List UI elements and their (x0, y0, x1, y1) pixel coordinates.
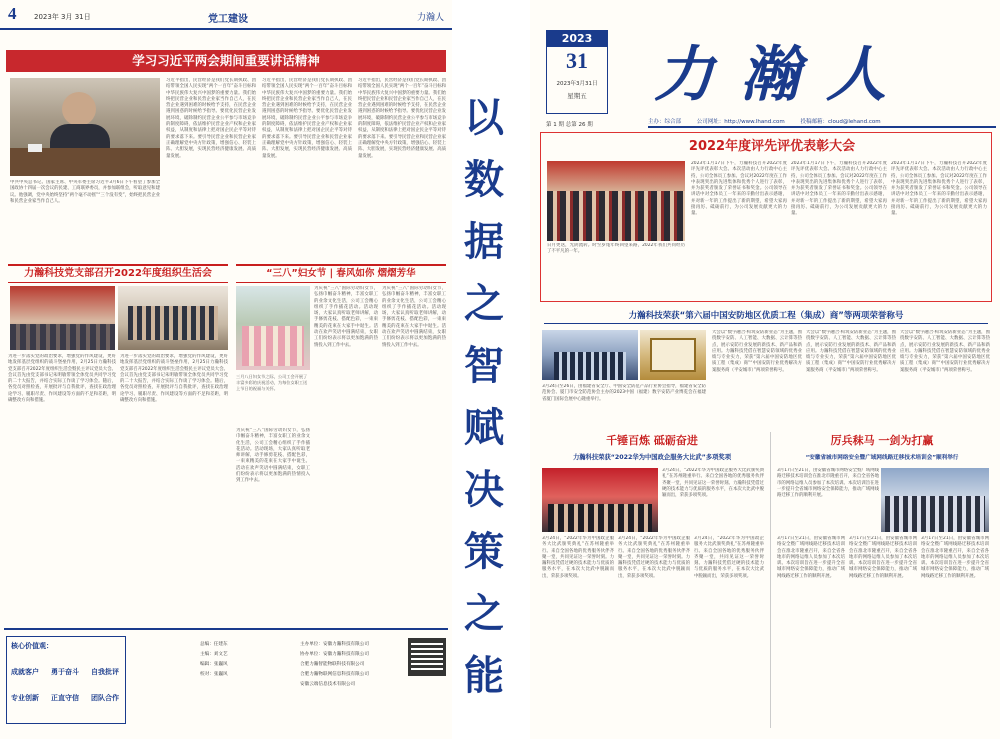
huawei-body-col-1: 3月24日，“2022年华为中国政企服务大比武颁奖典礼”在苏州隆重举行。来自全国各地的优秀服务伙伴齐聚一堂，共同见证这一荣誉时刻。力瀚科技凭借过硬的技术能力与优质的服务水平，在本次大比武中脱颖而出，荣获多项奖项。 (542, 536, 614, 579)
full-date: 2023年3月31日 (556, 81, 598, 87)
security-body-col-3: 大会以“数字融合·构筑安防新业态”为主题，围绕数字安防、人工智能、大数据、云计算等热点，展示安防行业发展的新技术、新产品和新应用。力瀚科技凭借在智慧安防领域的优秀业绩与专业实力，荣获“第六届中国安防地区优质工程（集成）商”“中国安防行业优秀解决方案服务商（平安城市）”两项荣誉称号。 (900, 330, 990, 373)
sponsor-host: 主办单位：安徽力瀚科技有限公司 (300, 642, 369, 647)
award-photo (547, 161, 685, 241)
core-value-6: 团队合作 (91, 694, 119, 702)
sponsor-co-4: 安徽云端信息技术有限公司 (300, 682, 356, 687)
meeting-table (128, 306, 218, 340)
sponsor-co-3: 合肥力瀚物联网信息科技有限公司 (300, 672, 369, 677)
date-block (546, 30, 608, 114)
training-room (885, 496, 985, 532)
desk (10, 148, 160, 176)
party-members (10, 324, 115, 350)
security-body-col-2: 大会以“数字融合·构筑安防新业态”为主题，围绕数字安防、人工智能、大数据、云计算等热点，展示安防行业发展的新技术、新产品和新应用。力瀚科技凭借在智慧安防领域的优秀业绩与专业实力，荣获“第六届中国安防地区优质工程（集成）商”“中国安防行业优秀解决方案服务商（平安城市）”两项荣誉称号。 (806, 330, 896, 373)
award-ceremony (554, 352, 626, 380)
party-title: 力瀚科技党支部召开2022年度组织生活会 (8, 264, 228, 283)
training-title: “安徽省城市网络安全暨广域网线路迁移技术培训会”顺利举行 (805, 455, 959, 461)
training-kicker: 厉兵秣马 一剑为打赢 (830, 434, 934, 447)
lead-body-col-1: 习近平指出，民营经济是我们党长期执政、团结带领全国人民实现“两个一百年”奋斗目标和中华民族伟大复兴中国梦的重要力量。我们始终把民营企业和民营企业家当作自己人，在民营企业遇到困难的时候给予支持，在民营企业遇到困惑的时候给予指导。要优化民营企业发展环境，破除制约民营企业公平参与市场竞争的制度障碍，依法维护民营企业产权和企业家权益，从制度和法律上把对国企民企平等对待的要求落下来。要引导民营企业和民营企业家正确理解党中央方针政策，增强信心、轻装上阵、大胆发展，实现民营经济健康发展、高质量发展。 (166, 78, 256, 159)
huawei-kicker: 千锤百炼 砥砺奋进 (606, 434, 698, 447)
training-body-col-3: 3月17日至21日，由安徽省城市网络安全暨广域网线路迁移技术培训会在淮北市隆重召开，来自全省各地市的网络运维人员参加了本次培训。本次培训旨在进一步提升全省城市网络安全保障能力，推动广域网线路迁移工作的顺利开展。 (921, 536, 989, 579)
security-title: 力瀚科技荣获“第六届中国安防地区优质工程（集成）商”等两项荣誉称号 (544, 308, 988, 324)
huawei-photo (542, 468, 658, 532)
training-body-col-1: 3月17日至21日，由安徽省城市网络安全暨广域网线路迁移技术培训会在淮北市隆重召开，来自全省各地市的网络运维人员参加了本次培训。本次培训旨在进一步提升全省城市网络安全保障能力，推动广域网线路迁移工作的顺利开展。 (777, 536, 845, 579)
huawei-title: 力瀚科技荣获“2022华为中国政企服务大比武”多项奖项 (572, 454, 732, 461)
qr-code-icon (408, 638, 446, 676)
info-bar (648, 116, 996, 128)
slogan-char-1: 数 (464, 156, 504, 203)
training-article (770, 432, 992, 728)
left-date: 2023年 3月 31日 (34, 13, 91, 21)
security-photo-caption: 3月24日至26日，由福建省安全厅、中国安全防范产品行业协会指导，福建省安全防范协会、厦门市安全防范协会主办的2023中国（福建）数字安防产业博览会在福建省厦门国际会展中心隆重举行。 (542, 384, 706, 402)
email-line: 投稿邮箱：cloud@lehand.com (800, 119, 881, 125)
left-page (0, 0, 452, 739)
award-body-col-1: 2023年1月17日下午，力瀚科技召开2022年度评先评优表彰大会。本次活动由人力行政中心主持，公司全体员工参加。会议对2022年度在工作中表现突出的先进集体和优秀个人进行了表彰，并为获奖者颁发了荣誉证书和奖金。公司领导在讲话中对全体员工一年来的辛勤付出表示感谢，并对新一年的工作提出了新的期望，希望大家再接再厉、砥砺前行，为公司发展贡献更大的力量。 (691, 161, 787, 217)
slogan-char-9: 能 (464, 652, 504, 699)
slogan-char-4: 智 (464, 342, 504, 389)
certificate (650, 338, 696, 372)
slogan-spine (452, 0, 530, 739)
sponsor-co-1: 协办单位：安徽力瀚科技有限公司 (300, 652, 369, 657)
security-photo-left (542, 330, 638, 380)
credit-supervisor: 总编：任建东 (200, 642, 228, 647)
slogan-char-7: 策 (464, 528, 504, 575)
award-group (547, 191, 685, 241)
left-footer (4, 628, 448, 728)
speaker-figure (62, 92, 96, 126)
credits (200, 640, 290, 680)
slogan-char-0: 以 (464, 94, 504, 141)
lead-body-col-3: 习近平指出，民营经济是我们党长期执政、团结带领全国人民实现“两个一百年”奋斗目标和中华民族伟大复兴中国梦的重要力量。我们始终把民营企业和民营企业家当作自己人，在民营企业遇到困难的时候给予支持，在民营企业遇到困惑的时候给予指导。要优化民营企业发展环境，破除制约民营企业公平参与市场竞争的制度障碍，依法维护民营企业产权和企业家权益，从制度和法律上把对国企民企平等对待的要求落下来。要引导民营企业和民营企业家正确理解党中央方针政策，增强信心、轻装上阵、大胆发展，实现民营经济健康发展、高质量发展。 (358, 78, 446, 159)
issue-number: 第 1 期 总第 26 期 (546, 122, 593, 128)
page-number: 4 (8, 4, 17, 23)
party-photo-2 (118, 286, 228, 350)
core-value-1: 成就客户 (11, 668, 39, 676)
section-name: 党工建设 (208, 14, 248, 25)
lead-photo-caption: 中共中央总书记、国家主席、中央军委主席习近平3月6日下午看望了参加全国政协十四届一次会议的民建、工商联界委员，并参加联组会，听取意见和建议。他强调，党中央始终坚持“两个毫不动摇”“三个没有变”，始终把民营企业和民营企业家当作自己人。 (10, 180, 160, 204)
day-number: 31 (566, 48, 588, 73)
slogan-char-5: 赋 (464, 404, 504, 451)
slogan-char-2: 据 (464, 218, 504, 265)
credit-proofreader-2: 校对：张巍风 (200, 672, 228, 677)
award-article (540, 132, 992, 302)
huawei-article (540, 432, 764, 728)
right-page (530, 0, 1000, 739)
party-photo (10, 286, 115, 350)
sponsor-co-2: 合肥力瀚智能物联科技有限公司 (300, 662, 365, 667)
slogan-char-6: 决 (464, 466, 504, 513)
sponsors (300, 640, 404, 690)
party-body-col-2: 为进一步落实党的政治要求，增强党的作风建设，更好地发挥基层党组织的战斗堡垒作用，2月25日力瀚科技党支部召开2022年度组织生活会暨民主评议党员大会。会议首先由党支部书记朱明敏带领全体党员共同学习党的二十大报告，并结合实际工作谈了学习体会。随后，各党员对照检查，开展批评与自我批评，查找在政治理论学习、履职尽责、作风建设等方面的不足和差距，明确整改方向和措施。 (120, 354, 228, 404)
party-body-col-1: 为进一步落实党的政治要求，增强党的作风建设，更好地发挥基层党组织的战斗堡垒作用，2月25日力瀚科技党支部召开2022年度组织生活会暨民主评议党员大会。会议首先由党支部书记朱明敏带领全体党员共同学习党的二十大报告，并结合实际工作谈了学习体会。随后，各党员对照检查，开展批评与自我批评，查找在政治理论学习、履职尽责、作风建设等方面的不足和差距，明确整改方向和措施。 (8, 354, 116, 404)
sponsor-line: 主办：综合部 (648, 119, 682, 125)
security-photo-right (640, 330, 706, 380)
masthead: 力瀚人 (654, 40, 912, 110)
credit-proofreader: 编辑：张巍风 (200, 662, 228, 667)
lead-title: 学习习近平两会期间重要讲话精神 (132, 53, 320, 68)
award-title: 2022年度评先评优表彰大会 (688, 139, 856, 154)
award-photo-caption: 日月更迭，光阴流转。时至岁尾年终回望来路，2022年我们共同经历了不平凡的一年。 (547, 243, 685, 255)
slogan-char-3: 之 (464, 280, 504, 327)
huawei-body-col-2: 3月24日，“2022年华为中国政企服务大比武颁奖典礼”在苏州隆重举行。来自全国各地的优秀服务伙伴齐聚一堂，共同见证这一荣誉时刻。力瀚科技凭借过硬的技术能力与优质的服务水平，在本次大比武中脱颖而出，荣获多项奖项。 (618, 536, 690, 579)
womens-body-col-3: 为庆祝“三八”国际劳动妇女节，弘扬巾帼奋斗精神，丰富女职工的业余文化生活，公司工会精心组织了手作插花活动。活动现场，大家认真听取老师讲解，动手修剪花枝、搭配色彩，一束束精美的花束在大家手中诞生。活动在欢声笑语中圆满结束，女职工们纷纷表示将以更加饱满的热情投入到工作中去。 (382, 286, 446, 348)
website-line: 公司网址：http://www.lhand.com (696, 119, 785, 125)
core-value-3: 自我批评 (91, 668, 119, 676)
womens-day-title: “三八”妇女节 | 春风如你 熠熠芳华 (236, 264, 446, 283)
year-badge: 2023 (547, 31, 607, 47)
huawei-group (548, 504, 652, 532)
core-value-5: 正直守信 (51, 694, 79, 702)
lead-title-banner (6, 50, 446, 72)
training-body-col-2: 3月17日至21日，由安徽省城市网络安全暨广域网线路迁移技术培训会在淮北市隆重召开，来自全省各地市的网络运维人员参加了本次培训。本次培训旨在进一步提升全省城市网络安全保障能力，推动广域网线路迁移工作的顺利开展。 (849, 536, 917, 579)
masthead-small: 力瀚人 (416, 13, 444, 23)
weekday: 星期五 (567, 92, 587, 100)
lead-body-col-2: 习近平指出，民营经济是我们党长期执政、团结带领全国人民实现“两个一百年”奋斗目标和中华民族伟大复兴中国梦的重要力量。我们始终把民营企业和民营企业家当作自己人，在民营企业遇到困难的时候给予支持，在民营企业遇到困惑的时候给予指导。要优化民营企业发展环境，破除制约民营企业公平参与市场竞争的制度障碍，依法维护民营企业产权和企业家权益，从制度和法律上把对国企民企平等对待的要求落下来。要引导民营企业和民营企业家正确理解党中央方针政策，增强信心、轻装上阵、大胆发展，实现民营经济健康发展、高质量发展。 (262, 78, 352, 159)
womens-body-col-2: 为庆祝“三八”国际劳动妇女节，弘扬巾帼奋斗精神，丰富女职工的业余文化生活，公司工会精心组织了手作插花活动。活动现场，大家认真听取老师讲解，动手修剪花枝、搭配色彩，一束束精美的花束在大家手中诞生。活动在欢声笑语中圆满结束，女职工们纷纷表示将以更加饱满的热情投入到工作中去。 (314, 286, 378, 348)
training-photo (881, 468, 989, 532)
award-body-col-2: 2023年1月17日下午，力瀚科技召开2022年度评先评优表彰大会。本次活动由人力行政中心主持，公司全体员工参加。会议对2022年度在工作中表现突出的先进集体和优秀个人进行了表彰，并为获奖者颁发了荣誉证书和奖金。公司领导在讲话中对全体员工一年来的辛勤付出表示感谢，并对新一年的工作提出了新的期望，希望大家再接再厉、砥砺前行，为公司发展贡献更大的力量。 (791, 161, 887, 217)
credit-editor: 主编：刘文艺 (200, 652, 228, 657)
core-value-4: 专业创新 (11, 694, 39, 702)
core-value-2: 勇于奋斗 (51, 668, 79, 676)
training-body-col-0: 3月17日至21日，由安徽省城市网络安全暨广域网线路迁移技术培训会在淮北市隆重召开，来自全省各地市的网络运维人员参加了本次培训。本次培训旨在进一步提升全省城市网络安全保障能力，推动广域网线路迁移工作的顺利开展。 (777, 468, 879, 499)
security-body-col-1: 大会以“数字融合·构筑安防新业态”为主题，围绕数字安防、人工智能、大数据、云计算等热点，展示安防行业发展的新技术、新产品和新应用。力瀚科技凭借在智慧安防领域的优秀业绩与专业实力，荣获“第六届中国安防地区优质工程（集成）商”“中国安防行业优秀解决方案服务商（平安城市）”两项荣誉称号。 (712, 330, 802, 373)
huawei-body-col-0: 3月24日，“2022年华为中国政企服务大比武颁奖典礼”在苏州隆重举行。来自全国各地的优秀服务伙伴齐聚一堂，共同见证这一荣誉时刻。力瀚科技凭借过硬的技术能力与优质的服务水平，在本次大比武中脱颖而出，荣获多项奖项。 (662, 468, 764, 499)
womens-day-photo-caption: 三月八日妇女节之际，公司工会开展了丰富多彩的庆祝活动，为每位女职工送上节日的祝福与关怀。 (236, 374, 308, 391)
nameplate (28, 144, 42, 152)
award-body-col-3: 2023年1月17日下午，力瀚科技召开2022年度评先评优表彰大会。本次活动由人力行政中心主持，公司全体员工参加。会议对2022年度在工作中表现突出的先进集体和优秀个人进行了表彰，并为获奖者颁发了荣誉证书和奖金。公司领导在讲话中对全体员工一年来的辛勤付出表示感谢，并对新一年的工作提出了新的期望，希望大家再接再厉、砥砺前行，为公司发展贡献更大的力量。 (891, 161, 987, 217)
left-page-header (0, 0, 452, 30)
womens-day-photo (236, 286, 310, 370)
core-values-label: 核心价值观： (11, 642, 53, 650)
womens-body-col-1: 为庆祝“三八”国际劳动妇女节，弘扬巾帼奋斗精神，丰富女职工的业余文化生活，公司工会精心组织了手作插花活动。活动现场，大家认真听取老师讲解，动手修剪花枝、搭配色彩，一束束精美的花束在大家手中诞生。活动在欢声笑语中圆满结束，女职工们纷纷表示将以更加饱满的热情投入到工作中去。 (236, 428, 310, 484)
lead-photo (10, 78, 160, 176)
flower-arrangements (242, 326, 304, 366)
huawei-body-col-3: 3月24日，“2022年华为中国政企服务大比武颁奖典礼”在苏州隆重举行。来自全国各地的优秀服务伙伴齐聚一堂，共同见证这一荣誉时刻。力瀚科技凭借过硬的技术能力与优质的服务水平，在本次大比武中脱颖而出，荣获多项奖项。 (694, 536, 764, 579)
slogan-char-8: 之 (464, 590, 504, 637)
core-values-box (6, 636, 126, 724)
